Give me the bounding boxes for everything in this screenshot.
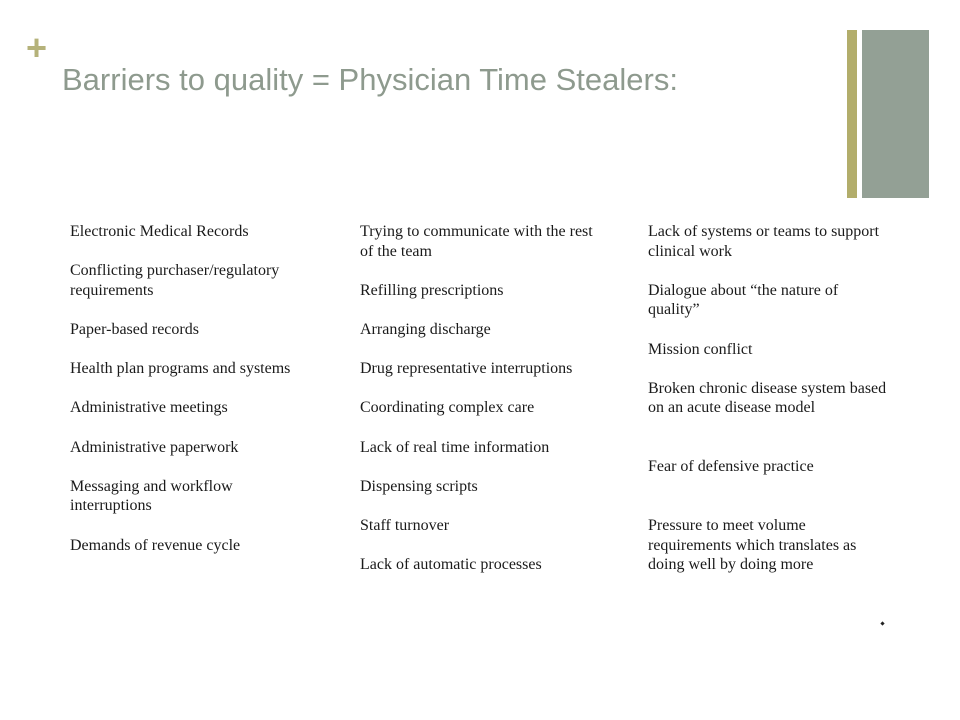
spacer xyxy=(648,496,888,516)
list-item: Administrative meetings xyxy=(70,399,228,417)
column-3 xyxy=(648,222,888,594)
list-item: Lack of real time information xyxy=(360,438,550,456)
list-item: Messaging and workflow interruptions xyxy=(70,477,233,515)
list-item: Refilling prescriptions xyxy=(360,281,504,299)
plus-icon: + xyxy=(26,27,48,68)
list-item: Electronic Medical Records xyxy=(70,223,249,240)
list-item: Lack of systems or teams to support clinical work xyxy=(648,223,880,260)
list-item: Coordinating complex care xyxy=(360,399,535,417)
list-item: Dispensing scripts xyxy=(360,477,478,495)
stray-mark xyxy=(880,621,884,625)
column-1 xyxy=(70,222,310,575)
list-item: Conflicting purchaser/regulatory requirements xyxy=(70,262,280,299)
list-item: Health plan programs and systems xyxy=(70,360,291,378)
list-item: Lack of automatic processes xyxy=(360,556,542,574)
list-item: Demands of revenue cycle xyxy=(70,536,241,554)
list-item: Dialogue about “the nature of quality” xyxy=(648,281,839,319)
list-item: Drug representative interruptions xyxy=(360,360,573,378)
slide-title: Barriers to quality = Physician Time Stealers: xyxy=(62,62,678,97)
list-item: Administrative paperwork xyxy=(70,438,239,456)
list-item: Pressure to meet volume requirements which translates as doing well by doing more xyxy=(648,516,857,574)
list-item: Trying to communicate with the rest of the team xyxy=(360,223,593,260)
list-item: Fear of defensive practice xyxy=(648,458,814,476)
list-item: Arranging discharge xyxy=(360,320,491,338)
column-2 xyxy=(360,222,600,594)
accent-bar-olive xyxy=(847,30,857,198)
accent-bar-gray xyxy=(862,30,929,198)
list-item: Paper-based records xyxy=(70,320,199,338)
list-item: Mission conflict xyxy=(648,340,753,358)
spacer xyxy=(648,438,888,458)
list-item: Broken chronic disease system based on an acute disease model xyxy=(648,379,887,417)
list-item: Staff turnover xyxy=(360,516,450,534)
